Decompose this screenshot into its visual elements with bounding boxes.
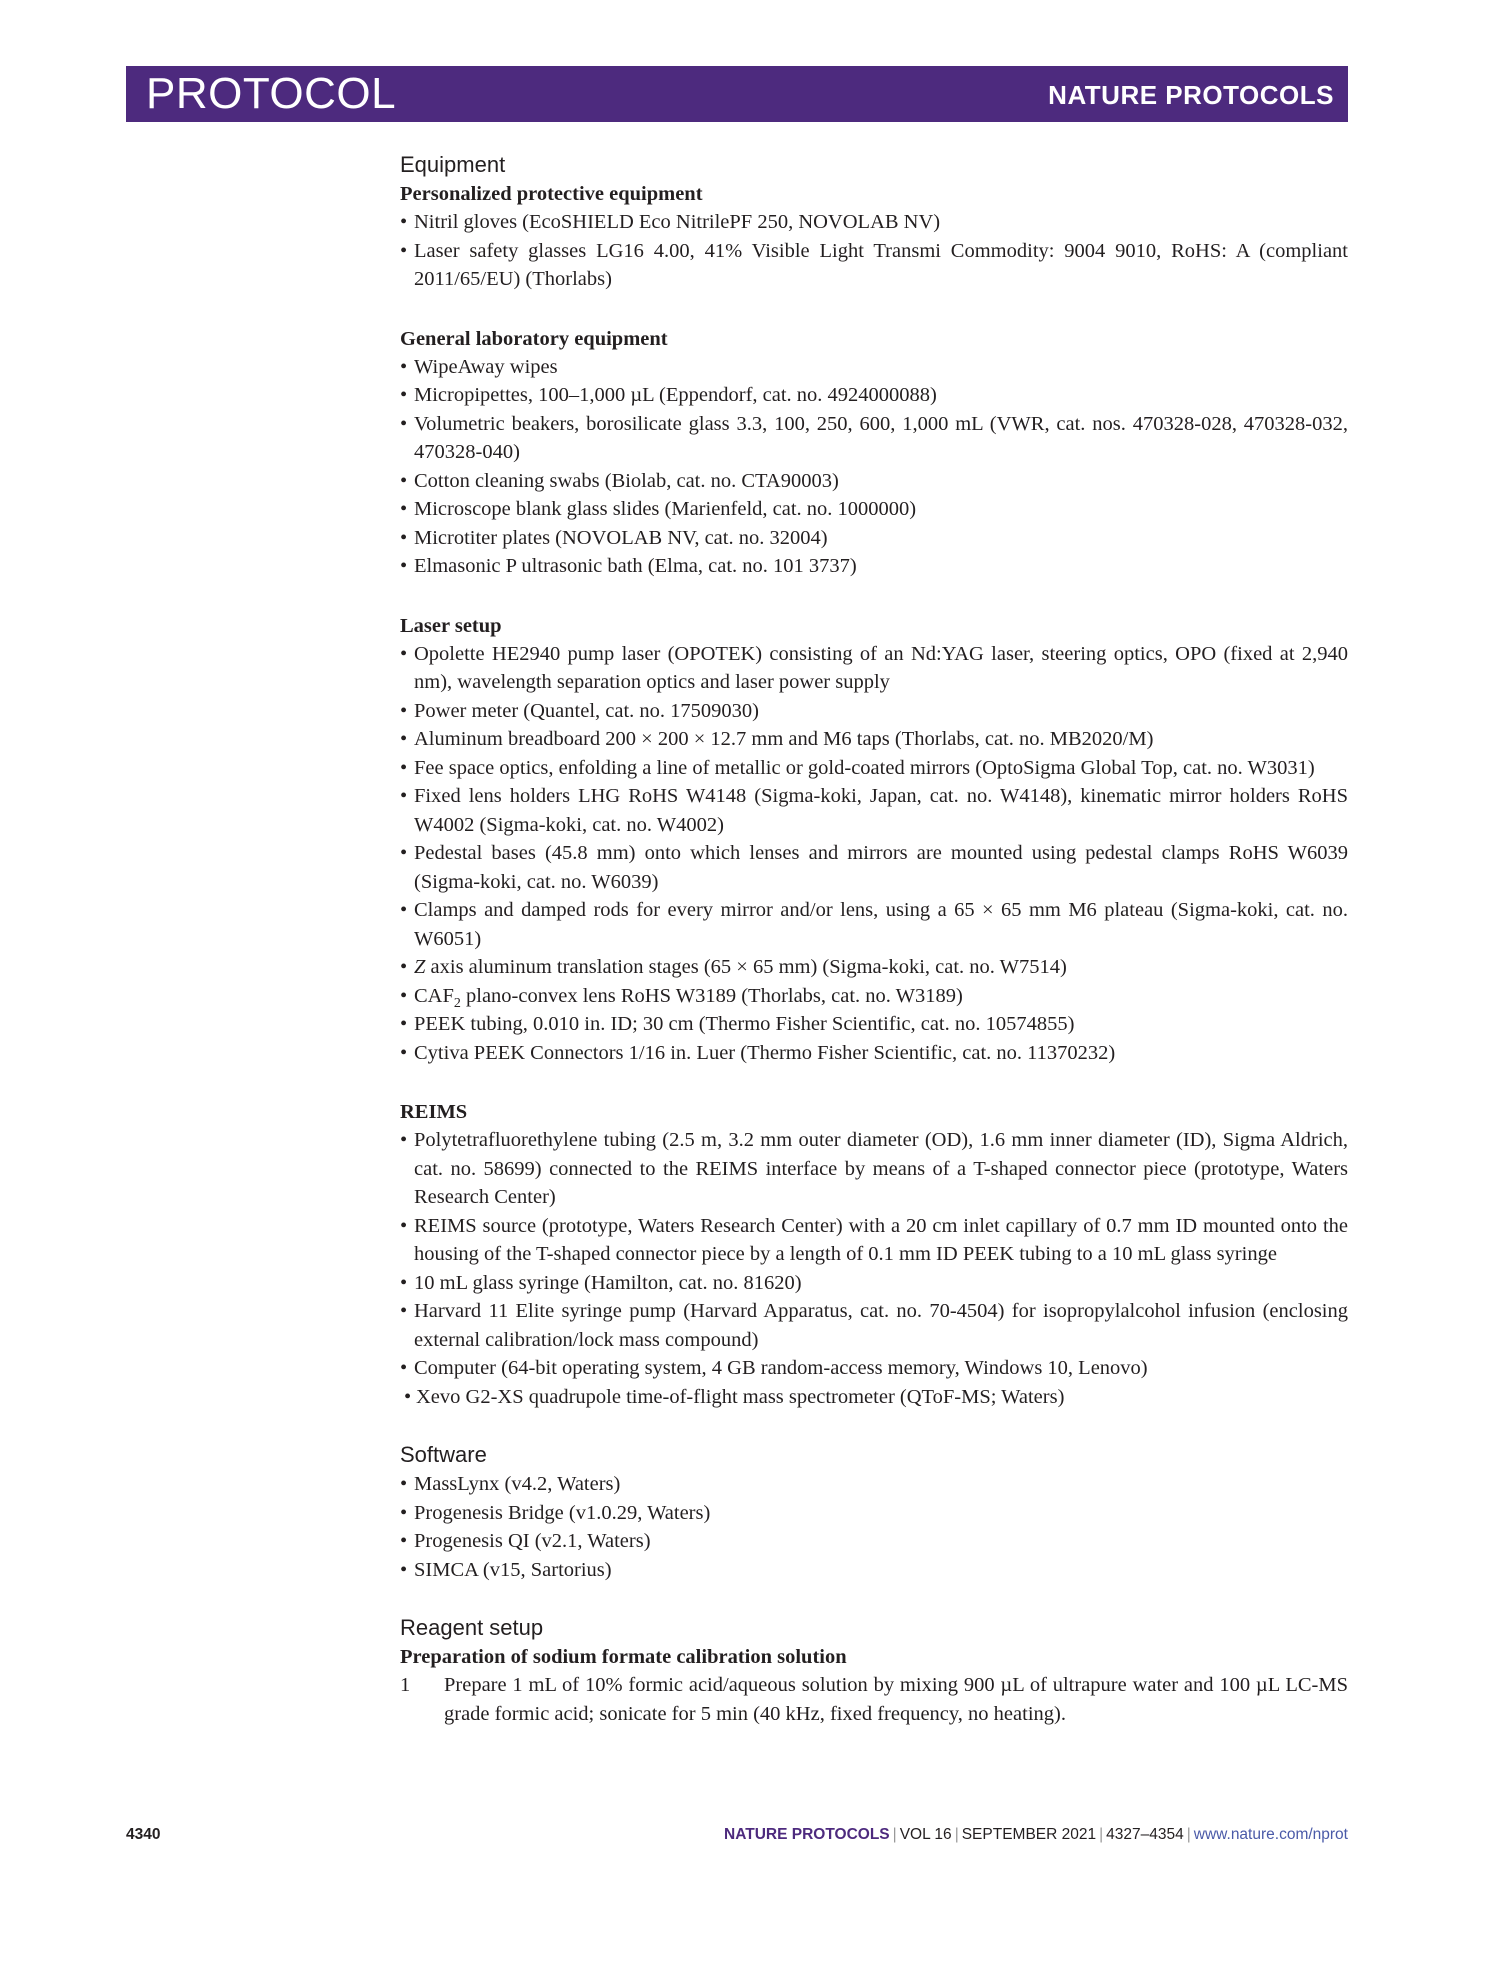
reims-list <box>400 1126 1348 1411</box>
list-item: • PEEK tubing, 0.010 in. ID; 30 cm (Thermo Fisher Scientific, cat. no. 10574855) <box>400 1010 1348 1039</box>
list-item-text: axis aluminum translation stages (65 × 65 mm) (Sigma-koki, cat. no. W7514) <box>425 956 1067 978</box>
z-axis-label: Z <box>414 956 426 978</box>
list-item: • Fixed lens holders LHG RoHS W4148 (Sigma-koki, Japan, cat. no. W4148), kinematic mirror holders RoHS W4002 (Sigma-koki, cat. no. W4002) <box>400 782 1348 839</box>
ppe-list <box>400 208 1348 294</box>
section-label: PROTOCOL <box>146 69 397 118</box>
general-equipment-heading: General laboratory equipment <box>400 327 668 350</box>
list-item: • Micropipettes, 100–1,000 µL (Eppendorf, cat. no. 4924000088) <box>400 381 1348 410</box>
footer-pages: 4327–4354 <box>1106 1826 1184 1843</box>
list-item: • Progenesis Bridge (v1.0.29, Waters) <box>400 1499 1348 1528</box>
general-equipment-list <box>400 353 1348 581</box>
list-item: • MassLynx (v4.2, Waters) <box>400 1470 1348 1499</box>
procedure-step <box>400 1671 1348 1728</box>
list-item: • WipeAway wipes <box>400 353 1348 382</box>
step-text: Prepare 1 mL of 10% formic acid/aqueous solution by mixing 900 µL of ultrapure water and 100 µL LC-MS grade formic acid; sonicate for 5 min (40 kHz, fixed frequency, no heating). <box>444 1674 1348 1725</box>
footer-date: SEPTEMBER 2021 <box>961 1826 1097 1843</box>
list-item: • 10 mL glass syringe (Hamilton, cat. no. 81620) <box>400 1269 1348 1298</box>
list-item: • Nitril gloves (EcoSHIELD Eco NitrilePF 250, NOVOLAB NV) <box>400 208 1348 237</box>
footer-volume: VOL 16 <box>899 1826 952 1843</box>
list-item: • Polytetrafluorethylene tubing (2.5 m, 3.2 mm outer diameter (OD), 1.6 mm inner diameter (ID), Sigma Aldrich, cat. no. 58699) connected to the REIMS interface by means of a T-shaped connector piece (prototype, Waters Research Center) <box>400 1126 1348 1212</box>
software-heading: Software <box>400 1442 487 1467</box>
separator: | <box>954 1826 959 1843</box>
step-number: 1 <box>400 1674 411 1696</box>
list-item: • Elmasonic P ultrasonic bath (Elma, cat. no. 101 3737) <box>400 552 1348 581</box>
list-item: • Computer (64-bit operating system, 4 GB random-access memory, Windows 10, Lenovo) <box>400 1354 1348 1383</box>
software-list <box>400 1470 1348 1584</box>
journal-name: NATURE PROTOCOLS <box>1048 80 1334 110</box>
separator: | <box>892 1826 897 1843</box>
list-item: • Xevo G2-XS quadrupole time-of-flight mass spectrometer (QToF-MS; Waters) <box>400 1383 1348 1412</box>
citation <box>724 1826 1348 1844</box>
reims-heading: REIMS <box>400 1101 468 1123</box>
list-item <box>400 982 1348 1011</box>
caf-subscript: 2 <box>453 995 461 1011</box>
separator: | <box>1099 1826 1104 1843</box>
list-item: • Aluminum breadboard 200 × 200 × 12.7 mm and M6 taps (Thorlabs, cat. no. MB2020/M) <box>400 725 1348 754</box>
list-item: • SIMCA (v15, Sartorius) <box>400 1556 1348 1585</box>
list-item: • Microscope blank glass slides (Marienfeld, cat. no. 1000000) <box>400 495 1348 524</box>
list-item: • Cytiva PEEK Connectors 1/16 in. Luer (Thermo Fisher Scientific, cat. no. 11370232) <box>400 1039 1348 1068</box>
footer-url-link[interactable]: www.nature.com/nprot <box>1193 1826 1348 1843</box>
header-banner <box>126 66 1348 122</box>
list-item <box>400 953 1348 982</box>
list-item-text: plano-convex lens RoHS W3189 (Thorlabs, cat. no. W3189) <box>460 984 963 1007</box>
page-footer <box>126 1826 1348 1850</box>
list-item: • Fee space optics, enfolding a line of metallic or gold-coated mirrors (OptoSigma Global Top, cat. no. W3031) <box>400 754 1348 783</box>
equipment-heading: Equipment <box>400 152 506 177</box>
main-content <box>400 150 1348 1728</box>
list-item: • Laser safety glasses LG16 4.00, 41% Visible Light Transmi Commodity: 9004 9010, RoHS: A (compliant 2011/65/EU) (Thorlabs) <box>400 237 1348 294</box>
reagent-setup-heading: Reagent setup <box>400 1615 544 1640</box>
list-item: • Progenesis QI (v2.1, Waters) <box>400 1527 1348 1556</box>
calibration-solution-heading: Preparation of sodium formate calibration solution <box>400 1646 847 1668</box>
list-item: • Clamps and damped rods for every mirror and/or lens, using a 65 × 65 mm M6 plateau (Sigma-koki, cat. no. W6051) <box>400 896 1348 953</box>
ppe-heading: Personalized protective equipment <box>400 183 703 205</box>
list-item: • Volumetric beakers, borosilicate glass 3.3, 100, 250, 600, 1,000 mL (VWR, cat. nos. 470328-028, 470328-032, 470328-040) <box>400 410 1348 467</box>
list-item: • Microtiter plates (NOVOLAB NV, cat. no. 32004) <box>400 524 1348 553</box>
list-item: • Cotton cleaning swabs (Biolab, cat. no. CTA90003) <box>400 467 1348 496</box>
list-item: • REIMS source (prototype, Waters Research Center) with a 20 cm inlet capillary of 0.7 mm ID mounted onto the housing of the T-shaped connector piece by a length of 0.1 mm ID PEEK tubing to a 10 mL glass syringe <box>400 1212 1348 1269</box>
separator: | <box>1186 1826 1191 1843</box>
footer-journal: NATURE PROTOCOLS <box>724 1826 890 1843</box>
list-item: • Power meter (Quantel, cat. no. 17509030) <box>400 697 1348 726</box>
caf-prefix: CAF <box>414 984 454 1007</box>
list-item: • Harvard 11 Elite syringe pump (Harvard Apparatus, cat. no. 70-4504) for isopropylalcohol infusion (enclosing external calibration/lock mass compound) <box>400 1297 1348 1354</box>
page-number: 4340 <box>126 1826 161 1843</box>
laser-setup-heading: Laser setup <box>400 614 502 637</box>
laser-setup-list <box>400 640 1348 1068</box>
list-item: • Opolette HE2940 pump laser (OPOTEK) consisting of an Nd:YAG laser, steering optics, OPO (fixed at 2,940 nm), wavelength separation optics and laser power supply <box>400 640 1348 697</box>
list-item: • Pedestal bases (45.8 mm) onto which lenses and mirrors are mounted using pedestal clamps RoHS W6039 (Sigma-koki, cat. no. W6039) <box>400 839 1348 896</box>
